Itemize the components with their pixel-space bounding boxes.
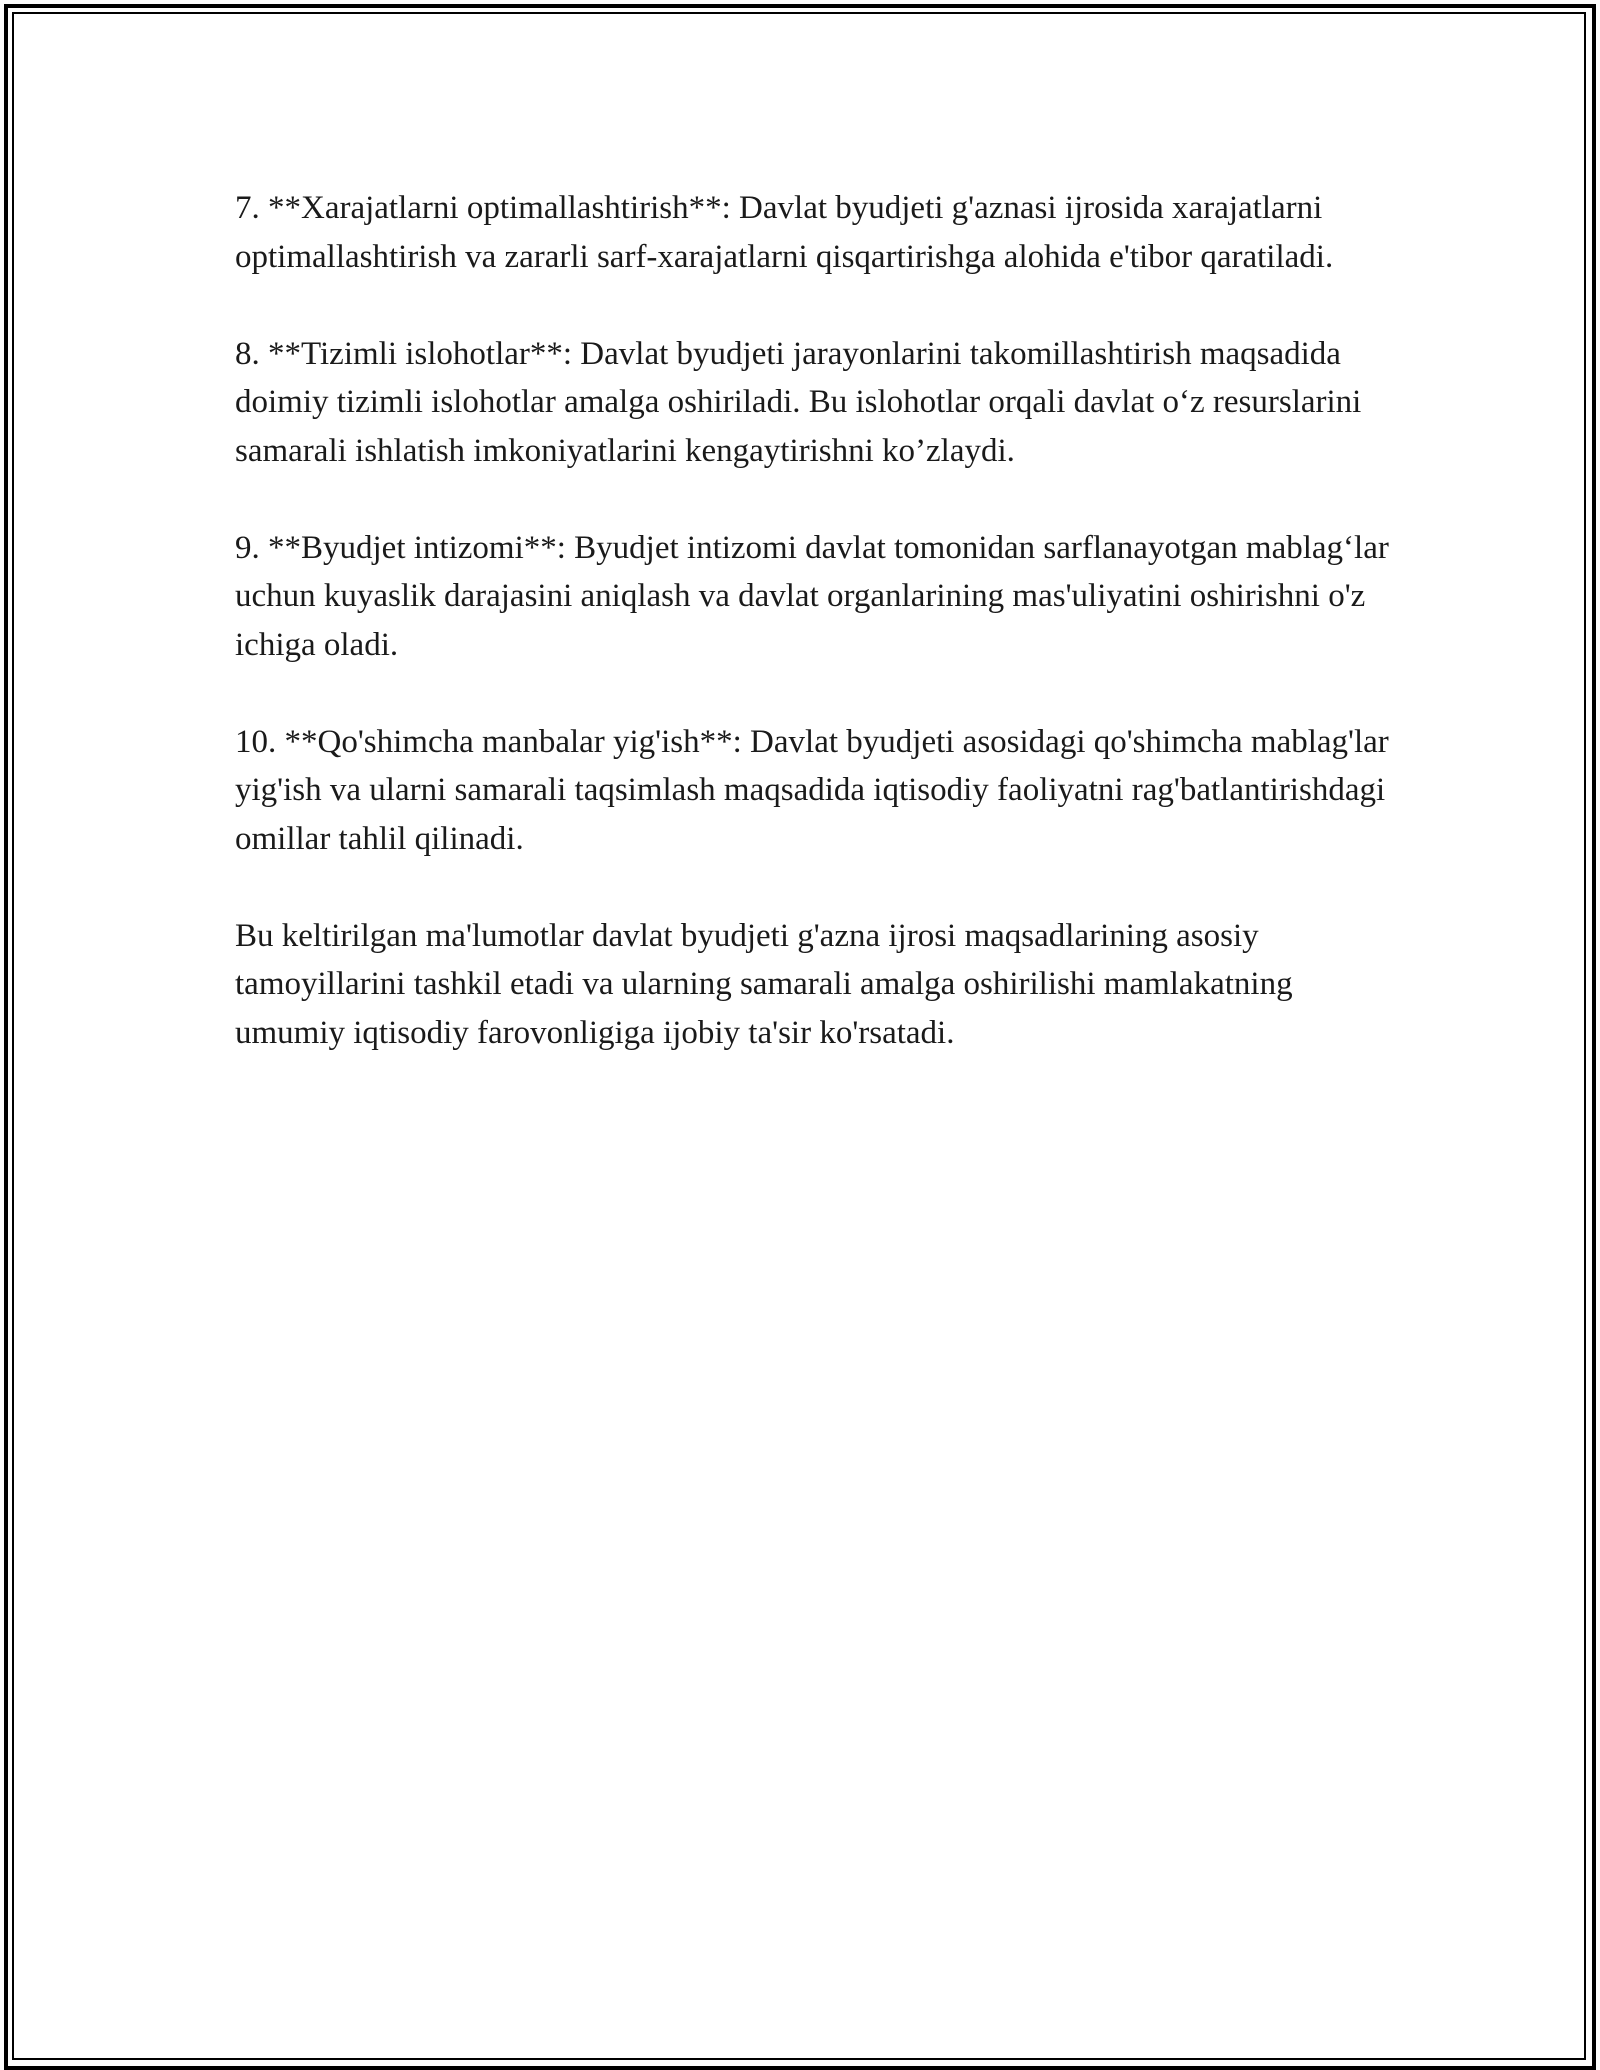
- paragraph-item-10: 10. **Qo'shimcha manbalar yig'ish**: Davlat byudjeti asosidagi qo'shimcha mablag'lar yig'ish va ularni samarali taqsimlash maqsadida iqtisodiy faoliyatni rag'batlantirishdagi omillar tahlil qilinadi.: [235, 723, 1389, 857]
- paragraph-conclusion: Bu keltirilgan ma'lumotlar davlat byudjeti g'azna ijrosi maqsadlarining asosiy tamoyillarini tashkil etadi va ularning samarali amalga oshirilishi mamlakatning umumiy iqtisodiy farovonligiga ijobiy ta'sir ko'rsatadi.: [235, 917, 1293, 1051]
- paragraph-item-8: 8. **Tizimli islohotlar**: Davlat byudjeti jarayonlarini takomillashtirish maqsadida doimiy tizimli islohotlar amalga oshiriladi. Bu islohotlar orqali davlat o‘z resurslarini samarali ishlatish imkoniyatlarini kengaytirishni ko’zlaydi.: [235, 335, 1362, 469]
- paragraph-item-7: 7. **Xarajatlarni optimallashtirish**: Davlat byudjeti g'aznasi ijrosida xarajatlarni optimallashtirish va zararli sarf-xarajatlarni qisqartirishga alohida e'tibor qaratiladi.: [235, 190, 1334, 275]
- document-body: [235, 184, 1395, 1057]
- paragraph-item-9: 9. **Byudjet intizomi**: Byudjet intizomi davlat tomonidan sarflanayotgan mablag‘lar uchun kuyaslik darajasini aniqlash va davlat organlarining mas'uliyatini oshirishni o'z ichiga oladi.: [235, 529, 1389, 663]
